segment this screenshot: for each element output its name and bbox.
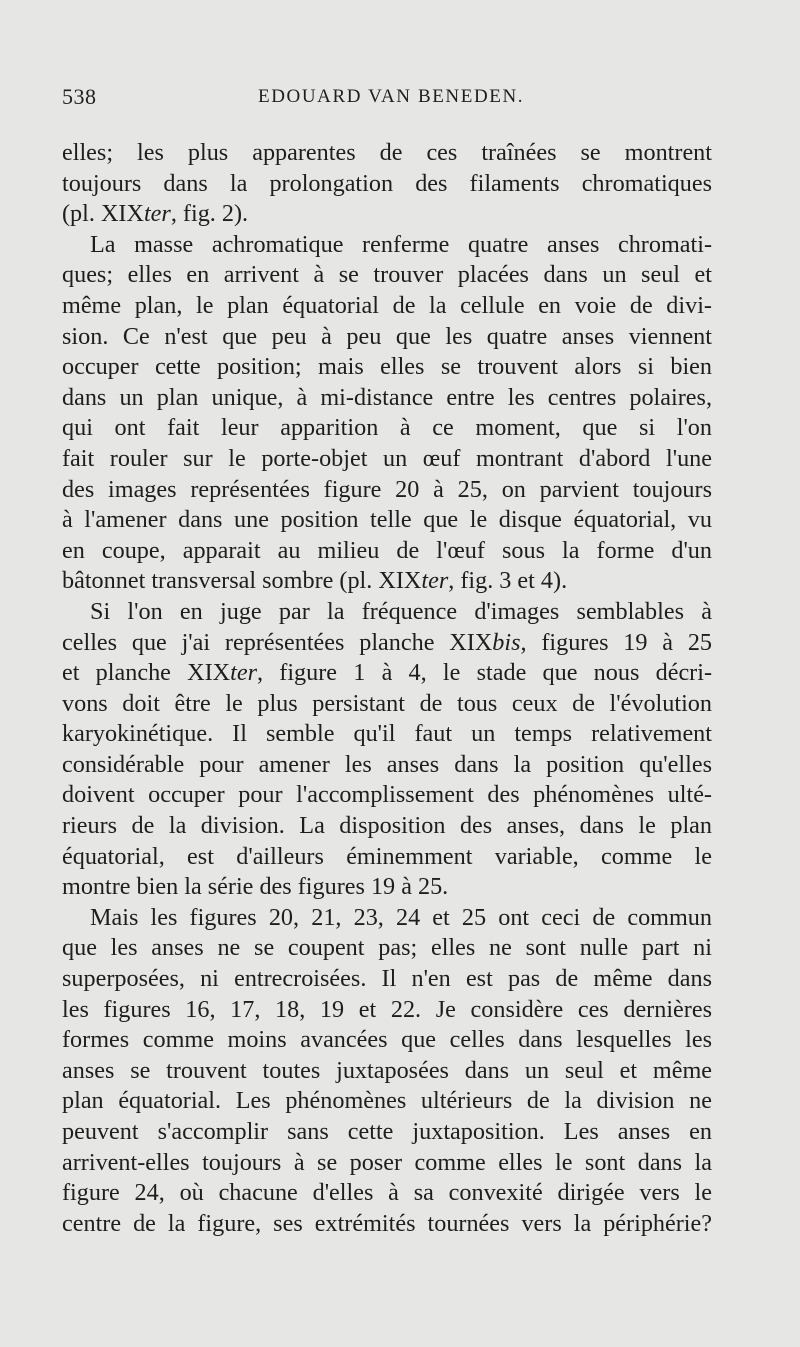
text-line <box>62 750 712 781</box>
text-segment: centre de la figure, ses extrémités tournées vers la périphérie? <box>62 1209 712 1237</box>
text-line <box>62 1178 712 1209</box>
text-segment: arrivent-elles toujours à se poser comme elles le sont dans la <box>62 1148 712 1176</box>
text-segment: équatorial, est d'ailleurs éminemment variable, comme le <box>62 842 712 870</box>
text-segment: peuvent s'accomplir sans cette juxtaposition. Les anses en <box>62 1118 712 1145</box>
text-line <box>62 291 712 322</box>
text-line <box>62 719 712 750</box>
text-segment: celles que j'ai représentées planche XIX <box>62 628 493 656</box>
text-line <box>62 566 712 597</box>
text-segment: superposées, ni entrecroisées. Il n'en est pas de même dans <box>62 965 712 993</box>
text-line <box>62 383 712 414</box>
text-line <box>62 1209 712 1240</box>
text-line <box>62 964 712 995</box>
text-line <box>62 230 712 261</box>
text-segment: elles; les plus apparentes de ces traînées se montrent <box>62 139 712 166</box>
text-line <box>62 780 712 811</box>
text-line <box>62 995 712 1026</box>
text-segment: doivent occuper pour l'accomplissement des phénomènes ulté- <box>62 781 712 809</box>
text-segment: anses se trouvent toutes juxtaposées dans un seul et même <box>62 1056 712 1084</box>
text-segment: Si l'on en juge par la fréquence d'images semblables à <box>90 597 712 625</box>
text-segment: formes comme moins avancées que celles dans lesquelles les <box>62 1026 712 1054</box>
text-segment: et planche XIX <box>62 659 231 687</box>
text-segment: rieurs de la division. La disposition des anses, dans le plan <box>62 812 712 840</box>
text-segment: qui ont fait leur apparition à ce moment, que si l'on <box>62 414 712 442</box>
text-segment: les figures 16, 17, 18, 19 et 22. Je considère ces dernières <box>62 995 712 1023</box>
text-line <box>62 933 712 964</box>
text-line <box>62 352 712 383</box>
text-line <box>62 536 712 567</box>
text-segment: considérable pour amener les anses dans la position qu'elles <box>62 750 712 778</box>
italic-text: ter <box>143 200 171 228</box>
text-line <box>62 689 712 720</box>
text-segment: même plan, le plan équatorial de la cellule en voie de divi- <box>62 291 712 319</box>
italic-text: ter <box>230 659 257 687</box>
text-segment: karyokinétique. Il semble qu'il faut un temps relativement <box>62 720 712 748</box>
text-line <box>62 1148 712 1179</box>
text-line <box>62 842 712 873</box>
text-line <box>62 169 712 200</box>
text-segment: fait rouler sur le porte-objet un œuf montrant d'abord l'une <box>62 444 712 472</box>
text-segment: que les anses ne se coupent pas; elles ne sont nulle part ni <box>62 934 712 962</box>
text-line <box>62 444 712 475</box>
text-segment: figure 24, où chacune d'elles à sa convexité dirigée vers le <box>62 1179 712 1207</box>
text-line <box>62 475 712 506</box>
text-line <box>62 1025 712 1056</box>
text-segment: toujours dans la prolongation des filaments chromatiques <box>62 169 712 197</box>
running-head: EDOUARD VAN BENEDEN. <box>258 86 525 107</box>
italic-text: bis <box>492 628 521 656</box>
text-segment: Mais les figures 20, 21, 23, 24 et 25 ont ceci de commun <box>90 903 712 931</box>
text-line <box>62 811 712 842</box>
text-segment: (pl. XIX <box>62 200 144 228</box>
text-line <box>62 199 712 230</box>
text-segment: La masse achromatique renferme quatre anses chromati- <box>90 230 712 258</box>
text-line <box>62 597 712 628</box>
text-segment: dans un plan unique, à mi-distance entre les centres polaires, <box>62 383 712 411</box>
text-line <box>62 1117 712 1148</box>
text-line <box>62 505 712 536</box>
text-segment: montre bien la série des figures 19 à 25. <box>62 873 449 901</box>
text-segment: à l'amener dans une position telle que le disque équatorial, vu <box>62 506 712 534</box>
text-line <box>62 260 712 291</box>
page-header <box>62 84 712 112</box>
text-segment: , fig. 3 et 4). <box>448 567 568 595</box>
text-segment: plan équatorial. Les phénomènes ultérieurs de la division ne <box>62 1087 712 1115</box>
text-segment: , figures 19 à 25 <box>520 628 713 656</box>
text-line <box>62 413 712 444</box>
text-segment: des images représentées figure 20 à 25, on parvient toujours <box>62 475 712 503</box>
text-segment: en coupe, apparait au milieu de l'œuf sous la forme d'un <box>62 536 712 564</box>
text-line <box>62 322 712 353</box>
text-line <box>62 628 712 659</box>
text-segment: occuper cette position; mais elles se trouvent alors si bien <box>62 353 712 381</box>
page-number: 538 <box>62 84 97 109</box>
italic-text: ter <box>421 567 449 595</box>
text-line <box>62 903 712 934</box>
text-segment: sion. Ce n'est que peu à peu que les quatre anses viennent <box>62 322 712 350</box>
text-line <box>62 658 712 689</box>
body-text <box>62 138 712 1239</box>
text-line <box>62 1056 712 1087</box>
text-line <box>62 1086 712 1117</box>
text-line <box>62 872 712 903</box>
text-line <box>62 138 712 169</box>
text-segment: ques; elles en arrivent à se trouver placées dans un seul et <box>62 261 712 289</box>
text-segment: , fig. 2). <box>170 200 249 228</box>
text-segment: , figure 1 à 4, le stade que nous décri- <box>257 659 713 687</box>
text-segment: vons doit être le plus persistant de tous ceux de l'évolution <box>62 689 712 717</box>
text-segment: bâtonnet transversal sombre (pl. XIX <box>62 567 422 595</box>
